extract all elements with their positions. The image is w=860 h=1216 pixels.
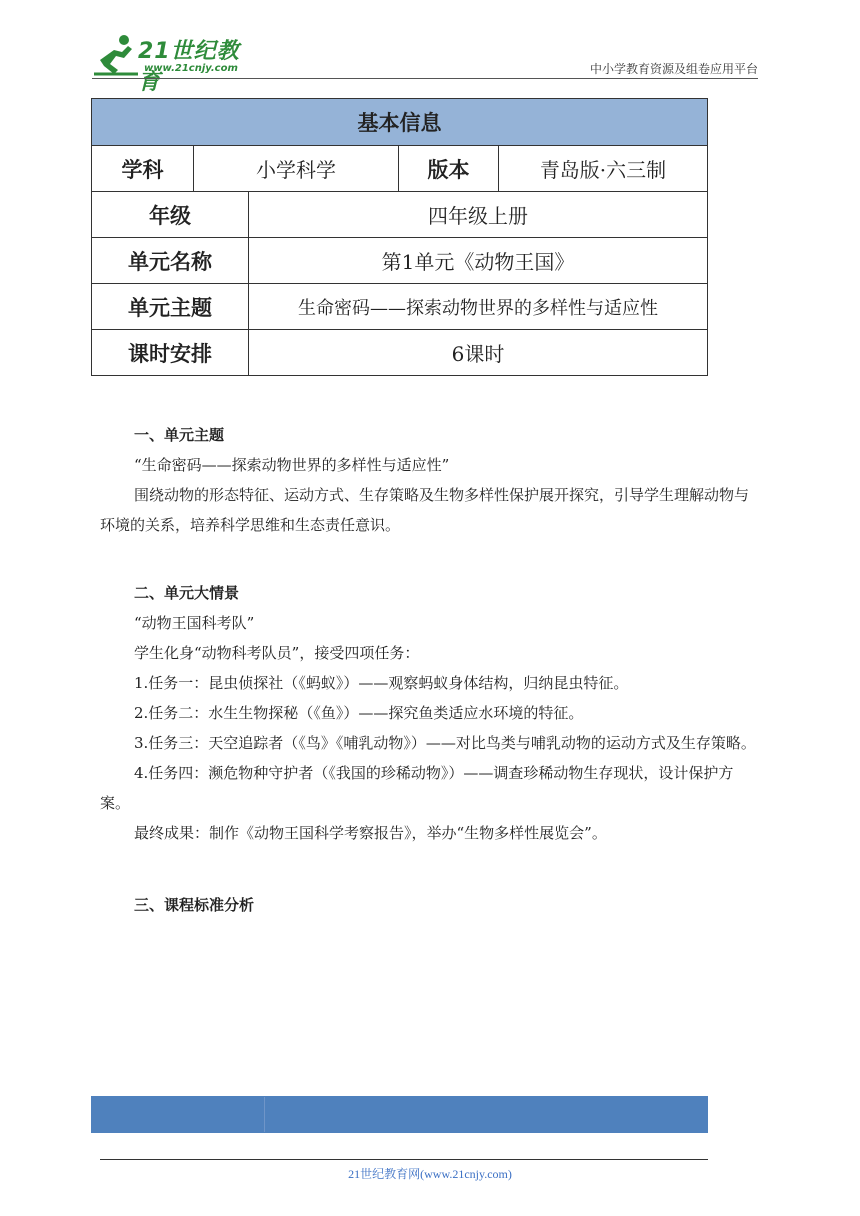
unit-name-value: 第1单元《动物王国》: [249, 238, 708, 284]
edition-label: 版本: [399, 146, 499, 192]
document-body: [100, 420, 760, 920]
section-2-quote: “动物王国科考队”: [134, 614, 255, 632]
subject-label: 学科: [92, 146, 194, 192]
header-divider: [92, 78, 758, 79]
task-4: 4.任务四：濒危物种守护者（《我国的珍稀动物》）——调查珍稀动物生存现状，设计保护方案。: [100, 764, 734, 812]
footer-divider: [100, 1159, 708, 1160]
page-header: [92, 30, 758, 95]
final-result: 最终成果：制作《动物王国科学考察报告》，举办“生物多样性展览会”。: [134, 824, 607, 842]
standards-table-header: [91, 1096, 708, 1133]
class-hours-label: 课时安排: [92, 330, 249, 376]
section-3-heading: 三、课程标准分析: [134, 896, 255, 914]
logo: [92, 30, 262, 95]
task-3: 3.任务三：天空追踪者（《鸟》《哺乳动物》）——对比鸟类与哺乳动物的运动方式及生存策略。: [134, 734, 756, 752]
runner-logo-icon: [92, 30, 142, 80]
table-title: 基本信息: [92, 99, 708, 146]
logo-url: www.21cnjy.com: [144, 63, 238, 74]
section-2-intro: 学生化身“动物科考队员”，接受四项任务：: [134, 644, 420, 662]
grade-label: 年级: [92, 192, 249, 238]
task-2: 2.任务二：水生生物探秘（《鱼》）——探究鱼类适应水环境的特征。: [134, 704, 584, 722]
subject-value: 小学科学: [194, 146, 399, 192]
class-hours-value: 6课时: [249, 330, 708, 376]
platform-name: 中小学教育资源及组卷应用平台: [589, 62, 758, 76]
section-2-heading: 二、单元大情景: [134, 584, 240, 602]
section-1-heading: 一、单元主题: [134, 426, 225, 444]
column-divider: [264, 1097, 265, 1132]
logo-text: 21世纪教育: [138, 39, 240, 95]
grade-value: 四年级上册: [249, 192, 708, 238]
basic-info-table: [91, 98, 708, 376]
unit-theme-value: 生命密码——探索动物世界的多样性与适应性: [249, 284, 708, 330]
edition-value: 青岛版·六三制: [499, 146, 708, 192]
section-1-quote: “生命密码——探索动物世界的多样性与适应性”: [134, 456, 450, 474]
unit-theme-label: 单元主题: [92, 284, 249, 330]
footer-text: 21世纪教育网(www.21cnjy.com): [348, 1167, 512, 1181]
task-1: 1.任务一：昆虫侦探社（《蚂蚁》）——观察蚂蚁身体结构，归纳昆虫特征。: [134, 674, 629, 692]
section-1-body: 围绕动物的形态特征、运动方式、生存策略及生物多样性保护展开探究，引导学生理解动物与环境的关系，培养科学思维和生态责任意识。: [100, 486, 750, 534]
unit-name-label: 单元名称: [92, 238, 249, 284]
